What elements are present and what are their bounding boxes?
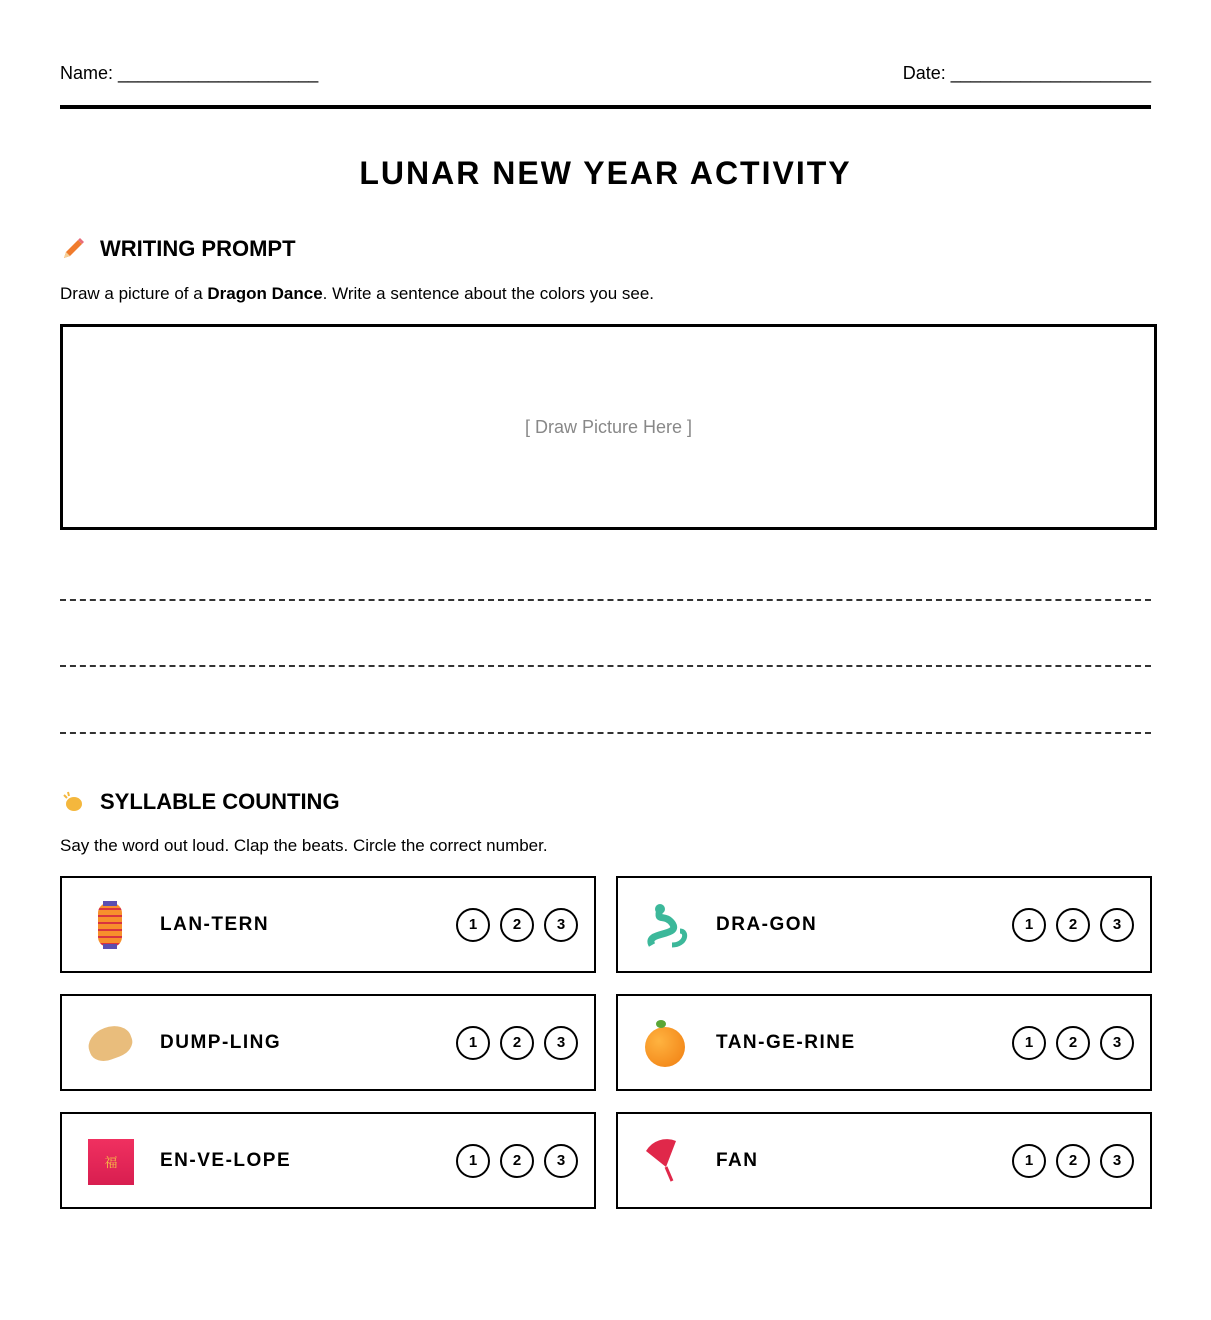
syllable-option-2[interactable]: 2 <box>1056 1026 1090 1060</box>
syllable-option-1[interactable]: 1 <box>456 908 490 942</box>
syllable-word: EN-VE-LOPE <box>160 1149 292 1171</box>
writing-instructions: Draw a picture of a Dragon Dance. Write a sentence about the colors you see. <box>60 284 655 303</box>
writing-heading-text: WRITING PROMPT <box>100 236 296 261</box>
syllable-option-1[interactable]: 1 <box>456 1144 490 1178</box>
syllable-word: DUMP-LING <box>160 1031 282 1053</box>
clapping-hands-icon <box>60 789 86 815</box>
syllable-heading-text: SYLLABLE COUNTING <box>100 789 340 814</box>
syllable-option-3[interactable]: 3 <box>1100 1026 1134 1060</box>
page-title: LUNAR NEW YEAR ACTIVITY <box>359 155 852 191</box>
syllable-option-3[interactable]: 3 <box>544 908 578 942</box>
syllable-option-1[interactable]: 1 <box>456 1026 490 1060</box>
dumpling-icon <box>86 1019 134 1067</box>
syllable-option-2[interactable]: 2 <box>1056 908 1090 942</box>
syllable-card <box>616 1112 1152 1209</box>
syllable-option-1[interactable]: 1 <box>1012 1144 1046 1178</box>
syllable-option-2[interactable]: 2 <box>500 1026 534 1060</box>
syllable-options <box>1012 1144 1134 1178</box>
tangerine-icon <box>642 1019 690 1067</box>
syllable-options <box>456 1026 578 1060</box>
writing-line[interactable] <box>60 665 1151 667</box>
syllable-card <box>60 994 596 1091</box>
writing-line[interactable] <box>60 732 1151 734</box>
syllable-word: FAN <box>716 1149 759 1171</box>
syllable-options <box>1012 908 1134 942</box>
writing-line[interactable] <box>60 599 1151 601</box>
syllable-card <box>616 994 1152 1091</box>
dragon-icon <box>642 901 690 949</box>
header-divider <box>60 105 1151 109</box>
syllable-word: DRA-GON <box>716 913 818 935</box>
pencil-icon <box>60 236 86 262</box>
syllable-options <box>456 908 578 942</box>
syllable-option-1[interactable]: 1 <box>1012 1026 1046 1060</box>
syllable-option-2[interactable]: 2 <box>500 908 534 942</box>
syllable-card <box>60 876 596 973</box>
syllable-option-3[interactable]: 3 <box>1100 1144 1134 1178</box>
syllable-counting-heading <box>60 789 340 815</box>
lantern-icon <box>86 901 134 949</box>
syllable-option-2[interactable]: 2 <box>500 1144 534 1178</box>
syllable-instructions: Say the word out loud. Clap the beats. Circle the correct number. <box>60 836 548 855</box>
syllable-word: TAN-GE-RINE <box>716 1031 856 1053</box>
date-field[interactable]: Date: ____________________ <box>902 63 1151 83</box>
drawing-area[interactable] <box>60 324 1157 530</box>
syllable-option-3[interactable]: 3 <box>1100 908 1134 942</box>
fan-icon <box>642 1137 690 1185</box>
syllable-word: LAN-TERN <box>160 913 270 935</box>
name-field[interactable]: Name: ____________________ <box>60 63 319 83</box>
red-envelope-icon: 福 <box>86 1137 134 1185</box>
syllable-options <box>456 1144 578 1178</box>
syllable-option-1[interactable]: 1 <box>1012 908 1046 942</box>
syllable-options <box>1012 1026 1134 1060</box>
syllable-card <box>60 1112 596 1209</box>
draw-placeholder: [ Draw Picture Here ] <box>524 416 693 437</box>
writing-prompt-heading <box>60 236 296 262</box>
syllable-card <box>616 876 1152 973</box>
syllable-option-3[interactable]: 3 <box>544 1144 578 1178</box>
syllable-option-3[interactable]: 3 <box>544 1026 578 1060</box>
syllable-option-2[interactable]: 2 <box>1056 1144 1090 1178</box>
